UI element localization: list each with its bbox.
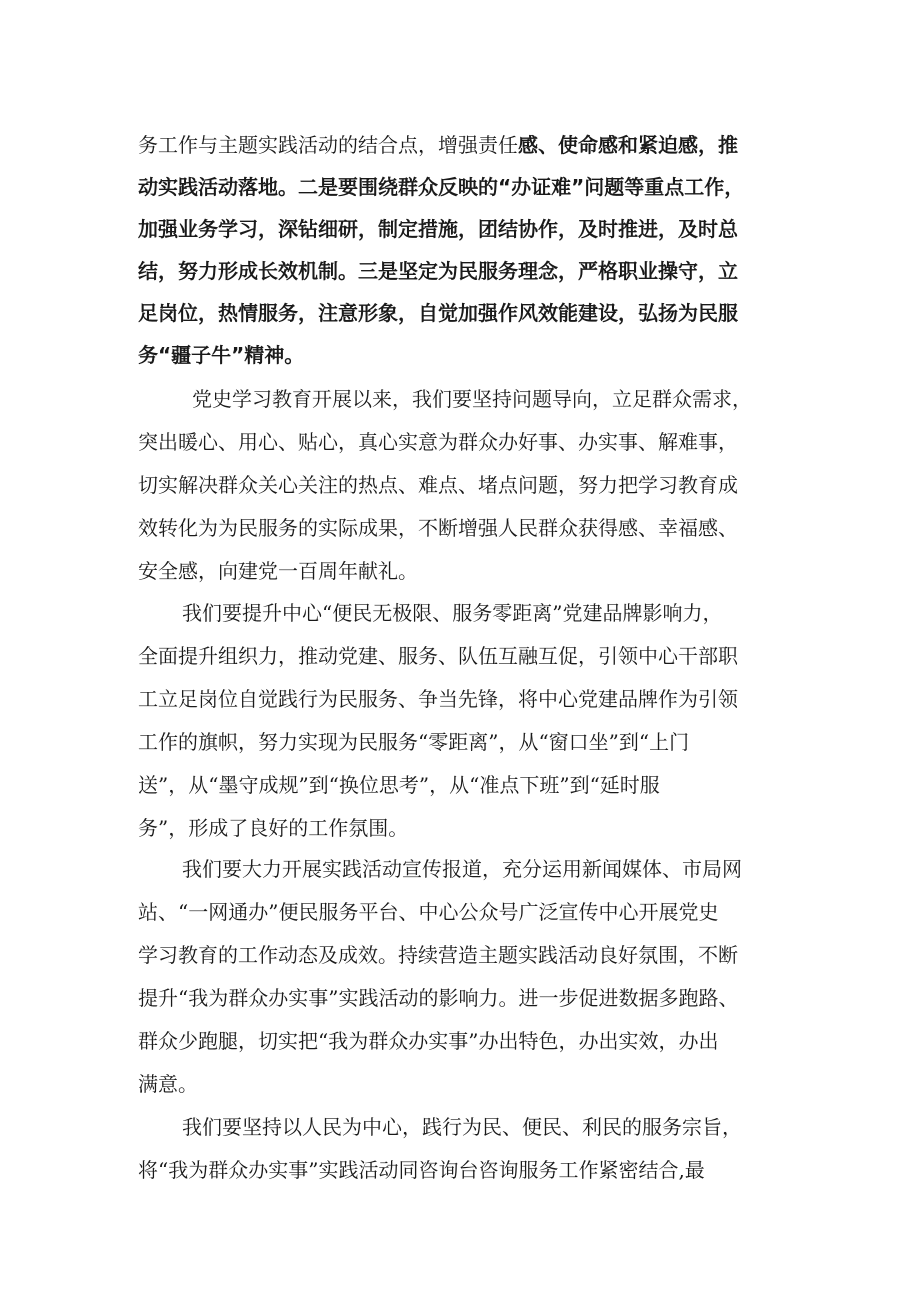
text-line [138,126,798,164]
text-line: 加强业务学习，深钻细研，制定措施，团结协作，及时推进，及时总 [138,217,738,241]
text-line: 党史学习教育开展以来，我们要坚持问题导向，立足群众需求， [192,387,752,411]
paragraph-3 [138,594,798,847]
text-line: 站、“一网通办”便民服务平台、中心公众号广泛宣传中心开展党史 [138,900,719,924]
text-line: 切实解决群众关心关注的热点、难点、堵点问题，努力把学习教育成 [138,473,738,497]
text-line: 我们要坚持以人民为中心，践行为民、便民、利民的服务宗旨， [182,1115,742,1139]
text-line: 送”，从“墨守成规”到“换位思考”，从“准点下班”到“延时服 [138,773,660,797]
text-line: 安全感，向建党一百周年献礼。 [138,559,418,583]
text-line: 学习教育的工作动态及成效。持续营造主题实践活动良好氛围，不断 [138,943,738,967]
paragraph-1 [138,126,798,374]
text-line: 动实践活动落地。二是要围绕群众反映的“办证难”问题等重点工作， [138,175,745,199]
text-line: 工作的旗帜，努力实现为民服务“零距离”，从“窗口坐”到“上门 [138,730,690,754]
text-line: 突出暖心、用心、贴心，真心实意为群众办好事、办实事、解难事， [138,430,738,454]
text-line: 群众少跑腿，切实把“我为群众办实事”办出特色，办出实效，办出 [138,1029,719,1053]
paragraph-5 [138,1108,798,1189]
text-line: 足岗位，热情服务，注意形象，自觉加强作风效能建设，弘扬为民服 [138,301,738,325]
text-segment: 务工作与主题实践活动的结合点，增强责任 [138,133,518,157]
text-line: 结，努力形成长效机制。三是坚定为民服务理念，严格职业操守，立 [138,259,738,283]
text-line: 全面提升组织力，推动党建、服务、队伍互融互促，引领中心干部职 [138,644,738,668]
text-segment-bold: 感、使命感和紧迫感，推 [518,133,738,157]
paragraph-4 [138,850,798,1103]
text-line: 将“我为群众办实事”实践活动同咨询台咨询服务工作紧密结合,最 [138,1158,705,1182]
text-line: 工立足岗位自觉践行为民服务、争当先锋，将中心党建品牌作为引领 [138,687,738,711]
text-line: 务”，形成了良好的工作氛围。 [138,816,409,840]
text-line: 务“疆子牛”精神。 [138,343,305,367]
text-line: 效转化为为民服务的实际成果，不断增强人民群众获得感、幸福感、 [138,516,738,540]
text-line: 满意。 [138,1072,198,1096]
text-line: 提升“我为群众办实事”实践活动的影响力。进一步促进数据多跑路、 [138,986,739,1010]
text-line: 我们要提升中心“便民无极限、服务零距离”党建品牌影响力， [182,601,723,625]
text-line: 我们要大力开展实践活动宣传报道，充分运用新闻媒体、市局网 [182,857,742,881]
paragraph-2 [138,380,798,590]
